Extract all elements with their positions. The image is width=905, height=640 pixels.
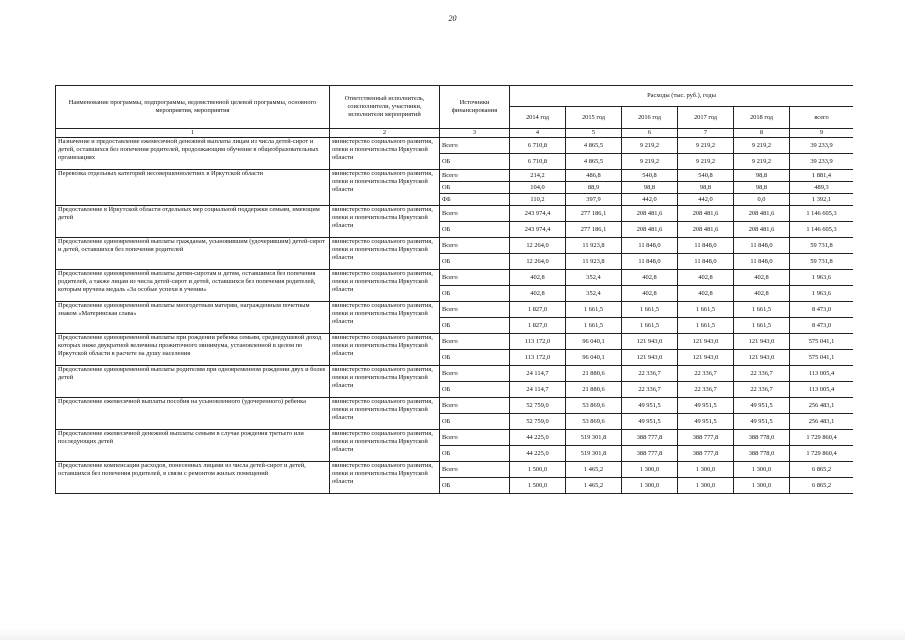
- year-value-cell: 388 778,0: [734, 446, 790, 462]
- year-value-cell: 6 710,8: [510, 138, 566, 154]
- table-row: [56, 430, 854, 446]
- year-value-cell: 1 300,0: [734, 462, 790, 478]
- year-value-cell: 277 186,1: [566, 206, 622, 222]
- year-value-cell: 1 661,5: [622, 302, 678, 318]
- year-value-cell: 4 865,5: [566, 138, 622, 154]
- year-value-cell: 442,0: [622, 194, 678, 206]
- column-number: 1: [56, 129, 330, 138]
- year-value-cell: 402,8: [622, 270, 678, 286]
- total-value-cell: 1 963,6: [790, 270, 854, 286]
- total-value-cell: 1 146 605,3: [790, 222, 854, 238]
- year-value-cell: 208 481,6: [734, 222, 790, 238]
- funding-source-cell: ФБ: [440, 194, 510, 206]
- year-value-cell: 540,8: [678, 170, 734, 182]
- funding-source-cell: ОБ: [440, 478, 510, 494]
- responsible-cell: министерство социального развития, опеки и попечительства Иркутской области: [330, 398, 440, 430]
- year-value-cell: 121 943,0: [622, 350, 678, 366]
- total-value-cell: 1 729 860,4: [790, 430, 854, 446]
- program-name-cell: Предоставление единовременной выплаты родителям при одновременном рождении двух и более детей: [56, 366, 330, 398]
- year-value-cell: 1 661,5: [734, 302, 790, 318]
- year-value-cell: 214,2: [510, 170, 566, 182]
- year-value-cell: 22 336,7: [678, 366, 734, 382]
- year-value-cell: 1 661,5: [566, 302, 622, 318]
- table-row: [56, 334, 854, 350]
- table-row: [56, 138, 854, 154]
- responsible-cell: министерство социального развития, опеки и попечительства Иркутской области: [330, 270, 440, 302]
- funding-source-cell: ОБ: [440, 222, 510, 238]
- year-value-cell: 402,8: [510, 286, 566, 302]
- year-value-cell: 11 848,0: [734, 238, 790, 254]
- year-value-cell: 1 661,5: [566, 318, 622, 334]
- year-value-cell: 121 943,0: [622, 334, 678, 350]
- year-value-cell: 1 300,0: [734, 478, 790, 494]
- funding-source-cell: ОБ: [440, 414, 510, 430]
- total-value-cell: 39 233,9: [790, 138, 854, 154]
- year-value-cell: 11 848,0: [622, 254, 678, 270]
- funding-source-cell: ОБ: [440, 318, 510, 334]
- table-row: [56, 398, 854, 414]
- year-value-cell: 388 777,8: [678, 446, 734, 462]
- header-year: 2016 год: [622, 107, 678, 129]
- funding-source-cell: ОБ: [440, 446, 510, 462]
- year-value-cell: 24 114,7: [510, 382, 566, 398]
- year-value-cell: 1 300,0: [622, 478, 678, 494]
- funding-source-cell: Всего: [440, 398, 510, 414]
- year-value-cell: 397,9: [566, 194, 622, 206]
- total-value-cell: 1 146 605,3: [790, 206, 854, 222]
- total-value-cell: 1 881,4: [790, 170, 854, 182]
- header-year: 2018 год: [734, 107, 790, 129]
- year-value-cell: 11 848,0: [678, 238, 734, 254]
- year-value-cell: 402,8: [734, 286, 790, 302]
- year-value-cell: 96 040,1: [566, 350, 622, 366]
- year-value-cell: 0,0: [734, 194, 790, 206]
- expenses-table: [55, 85, 853, 494]
- funding-source-cell: Всего: [440, 238, 510, 254]
- year-value-cell: 208 481,6: [678, 206, 734, 222]
- column-number: 6: [622, 129, 678, 138]
- year-value-cell: 9 219,2: [622, 154, 678, 170]
- year-value-cell: 9 219,2: [622, 138, 678, 154]
- header-funding-source: Источники финансирования: [440, 86, 510, 129]
- year-value-cell: 49 951,5: [622, 398, 678, 414]
- year-value-cell: 22 336,7: [678, 382, 734, 398]
- table-row: [56, 238, 854, 254]
- funding-source-cell: ОБ: [440, 382, 510, 398]
- year-value-cell: 1 465,2: [566, 462, 622, 478]
- year-value-cell: 1 661,5: [622, 318, 678, 334]
- header-year: 2014 год: [510, 107, 566, 129]
- column-number: 2: [330, 129, 440, 138]
- year-value-cell: 49 951,5: [678, 414, 734, 430]
- header-expenses: Расходы (тыс. руб.), годы: [510, 86, 854, 107]
- total-value-cell: 39 233,9: [790, 154, 854, 170]
- table-body: [56, 138, 854, 494]
- year-value-cell: 1 661,5: [678, 318, 734, 334]
- year-value-cell: 113 172,0: [510, 350, 566, 366]
- year-value-cell: 12 264,0: [510, 238, 566, 254]
- year-value-cell: 49 951,5: [678, 398, 734, 414]
- year-value-cell: 121 943,0: [678, 350, 734, 366]
- year-value-cell: 98,8: [734, 170, 790, 182]
- funding-source-cell: Всего: [440, 366, 510, 382]
- year-value-cell: 1 300,0: [622, 462, 678, 478]
- year-value-cell: 4 865,5: [566, 154, 622, 170]
- year-value-cell: 1 827,0: [510, 302, 566, 318]
- column-number: 7: [678, 129, 734, 138]
- year-value-cell: 11 923,8: [566, 254, 622, 270]
- year-value-cell: 277 186,1: [566, 222, 622, 238]
- program-name-cell: Назначение и предоставление ежемесячной денежной выплаты лицам из числа детей-сирот и детей, оставшихся без попечения родителей, продолжающим обучение в общеобразовательных организациях: [56, 138, 330, 170]
- year-value-cell: 44 225,0: [510, 430, 566, 446]
- program-name-cell: Предоставление единовременной выплаты детям-сиротам и детям, оставшимся без попечения родителей, а также лицам из числа детей-сирот и детей, оставшихся без попечения родителей, которым вручена медаль «За особые успехи в учении»: [56, 270, 330, 302]
- year-value-cell: 88,9: [566, 182, 622, 194]
- year-value-cell: 519 301,8: [566, 430, 622, 446]
- responsible-cell: министерство социального развития, опеки и попечительства Иркутской области: [330, 170, 440, 206]
- program-name-cell: Предоставление ежемесячной выплаты пособия на усыновленного (удочеренного) ребенка: [56, 398, 330, 430]
- funding-source-cell: Всего: [440, 270, 510, 286]
- year-value-cell: 52 759,0: [510, 414, 566, 430]
- year-value-cell: 1 300,0: [678, 462, 734, 478]
- funding-source-cell: Всего: [440, 302, 510, 318]
- total-value-cell: 59 731,8: [790, 254, 854, 270]
- year-value-cell: 208 481,6: [734, 206, 790, 222]
- total-value-cell: 1 729 860,4: [790, 446, 854, 462]
- year-value-cell: 98,8: [678, 182, 734, 194]
- year-value-cell: 12 264,0: [510, 254, 566, 270]
- header-responsible: Ответственный исполнитель, соисполнители, участники, исполнители мероприятий: [330, 86, 440, 129]
- responsible-cell: министерство социального развития, опеки и попечительства Иркутской области: [330, 138, 440, 170]
- year-value-cell: 6 710,8: [510, 154, 566, 170]
- responsible-cell: министерство социального развития, опеки и попечительства Иркутской области: [330, 206, 440, 238]
- table-row: [56, 366, 854, 382]
- header-total: всего: [790, 107, 854, 129]
- responsible-cell: министерство социального развития, опеки и попечительства Иркутской области: [330, 238, 440, 270]
- program-name-cell: Предоставление ежемесячной денежной выплаты семьям в случае рождения третьего или последующих детей: [56, 430, 330, 462]
- program-name-cell: Предоставление единовременной выплаты многодетным матерям, награжденным почетным знаком «Материнская слава»: [56, 302, 330, 334]
- year-value-cell: 53 869,6: [566, 398, 622, 414]
- year-value-cell: 1 300,0: [678, 478, 734, 494]
- funding-source-cell: ОБ: [440, 154, 510, 170]
- funding-source-cell: Всего: [440, 138, 510, 154]
- year-value-cell: 1 661,5: [734, 318, 790, 334]
- year-value-cell: 11 923,8: [566, 238, 622, 254]
- responsible-cell: министерство социального развития, опеки и попечительства Иркутской области: [330, 366, 440, 398]
- year-value-cell: 11 848,0: [622, 238, 678, 254]
- year-value-cell: 388 777,8: [622, 446, 678, 462]
- funding-source-cell: Всего: [440, 430, 510, 446]
- responsible-cell: министерство социального развития, опеки и попечительства Иркутской области: [330, 302, 440, 334]
- year-value-cell: 352,4: [566, 286, 622, 302]
- total-value-cell: 575 041,1: [790, 334, 854, 350]
- total-value-cell: 6 865,2: [790, 478, 854, 494]
- year-value-cell: 98,8: [622, 182, 678, 194]
- total-value-cell: 113 005,4: [790, 366, 854, 382]
- column-number-row: [56, 129, 854, 138]
- column-number: 9: [790, 129, 854, 138]
- year-value-cell: 121 943,0: [678, 334, 734, 350]
- funding-source-cell: ОБ: [440, 182, 510, 194]
- year-value-cell: 53 869,6: [566, 414, 622, 430]
- year-value-cell: 243 974,4: [510, 222, 566, 238]
- year-value-cell: 11 848,0: [678, 254, 734, 270]
- year-value-cell: 208 481,6: [622, 206, 678, 222]
- program-name-cell: Предоставление единовременной выплаты при рождении ребенка семьям, среднедушевой доход которых ниже двукратной величины прожиточного минимума, установленной в целом по Иркутской области в расчете на душу населения: [56, 334, 330, 366]
- expenses-table-sheet: [55, 85, 853, 620]
- program-name-cell: Предоставление компенсации расходов, понесенных лицами из числа детей-сирот и детей, оставшихся без попечения родителей, в связи с ремонтом жилых помещений: [56, 462, 330, 494]
- year-value-cell: 24 114,7: [510, 366, 566, 382]
- total-value-cell: 8 473,0: [790, 318, 854, 334]
- program-name-cell: Предоставление в Иркутской области отдельных мер социальной поддержки семьям, имеющим детей: [56, 206, 330, 238]
- column-number: 8: [734, 129, 790, 138]
- total-value-cell: 489,3: [790, 182, 854, 194]
- year-value-cell: 486,8: [566, 170, 622, 182]
- year-value-cell: 1 500,0: [510, 478, 566, 494]
- total-value-cell: 256 483,1: [790, 398, 854, 414]
- year-value-cell: 21 880,6: [566, 366, 622, 382]
- year-value-cell: 121 943,0: [734, 350, 790, 366]
- header-program-name: Наименование программы, подпрограммы, ведомственной целевой программы, основного мероприятия, мероприятия: [56, 86, 330, 129]
- year-value-cell: 1 500,0: [510, 462, 566, 478]
- total-value-cell: 575 041,1: [790, 350, 854, 366]
- year-value-cell: 402,8: [678, 270, 734, 286]
- year-value-cell: 9 219,2: [678, 154, 734, 170]
- total-value-cell: 256 483,1: [790, 414, 854, 430]
- table-row: [56, 206, 854, 222]
- table-row: [56, 170, 854, 182]
- program-name-cell: Перевозка отдельных категорий несовершеннолетних в Иркутской области: [56, 170, 330, 206]
- year-value-cell: 52 759,0: [510, 398, 566, 414]
- year-value-cell: 402,8: [678, 286, 734, 302]
- year-value-cell: 243 974,4: [510, 206, 566, 222]
- year-value-cell: 9 219,2: [734, 154, 790, 170]
- funding-source-cell: Всего: [440, 206, 510, 222]
- total-value-cell: 59 731,8: [790, 238, 854, 254]
- year-value-cell: 49 951,5: [734, 414, 790, 430]
- table-row: [56, 462, 854, 478]
- year-value-cell: 11 848,0: [734, 254, 790, 270]
- year-value-cell: 9 219,2: [678, 138, 734, 154]
- year-value-cell: 388 777,8: [678, 430, 734, 446]
- year-value-cell: 22 336,7: [622, 382, 678, 398]
- column-number: 3: [440, 129, 510, 138]
- responsible-cell: министерство социального развития, опеки и попечительства Иркутской области: [330, 462, 440, 494]
- year-value-cell: 22 336,7: [734, 366, 790, 382]
- year-value-cell: 49 951,5: [734, 398, 790, 414]
- total-value-cell: 6 865,2: [790, 462, 854, 478]
- year-value-cell: 44 225,0: [510, 446, 566, 462]
- year-value-cell: 104,0: [510, 182, 566, 194]
- year-value-cell: 22 336,7: [734, 382, 790, 398]
- year-value-cell: 402,8: [734, 270, 790, 286]
- year-value-cell: 1 661,5: [678, 302, 734, 318]
- funding-source-cell: Всего: [440, 462, 510, 478]
- header-year: 2015 год: [566, 107, 622, 129]
- year-value-cell: 402,8: [622, 286, 678, 302]
- funding-source-cell: Всего: [440, 170, 510, 182]
- year-value-cell: 110,2: [510, 194, 566, 206]
- funding-source-cell: Всего: [440, 334, 510, 350]
- page-edge-shadow: [0, 628, 905, 640]
- responsible-cell: министерство социального развития, опеки и попечительства Иркутской области: [330, 430, 440, 462]
- year-value-cell: 22 336,7: [622, 366, 678, 382]
- year-value-cell: 1 827,0: [510, 318, 566, 334]
- table-row: [56, 270, 854, 286]
- funding-source-cell: ОБ: [440, 350, 510, 366]
- year-value-cell: 9 219,2: [734, 138, 790, 154]
- header-row: [56, 86, 854, 107]
- year-value-cell: 208 481,6: [622, 222, 678, 238]
- total-value-cell: 113 005,4: [790, 382, 854, 398]
- program-name-cell: Предоставление единовременной выплаты гражданам, усыновившим (удочерившим) детей-сирот и детей, оставшихся без попечения родителей: [56, 238, 330, 270]
- year-value-cell: 352,4: [566, 270, 622, 286]
- year-value-cell: 121 943,0: [734, 334, 790, 350]
- year-value-cell: 21 880,6: [566, 382, 622, 398]
- year-value-cell: 98,8: [734, 182, 790, 194]
- table-row: [56, 302, 854, 318]
- year-value-cell: 540,8: [622, 170, 678, 182]
- total-value-cell: 1 392,1: [790, 194, 854, 206]
- year-value-cell: 402,8: [510, 270, 566, 286]
- year-value-cell: 519 301,8: [566, 446, 622, 462]
- year-value-cell: 1 465,2: [566, 478, 622, 494]
- year-value-cell: 388 777,8: [622, 430, 678, 446]
- year-value-cell: 388 778,0: [734, 430, 790, 446]
- responsible-cell: министерство социального развития, опеки и попечительства Иркутской области: [330, 334, 440, 366]
- column-number: 5: [566, 129, 622, 138]
- year-value-cell: 208 481,6: [678, 222, 734, 238]
- total-value-cell: 8 473,0: [790, 302, 854, 318]
- column-number: 4: [510, 129, 566, 138]
- year-value-cell: 113 172,0: [510, 334, 566, 350]
- funding-source-cell: ОБ: [440, 286, 510, 302]
- year-value-cell: 442,0: [678, 194, 734, 206]
- year-value-cell: 49 951,5: [622, 414, 678, 430]
- year-value-cell: 96 040,1: [566, 334, 622, 350]
- page-number: 20: [448, 14, 457, 23]
- total-value-cell: 1 963,6: [790, 286, 854, 302]
- header-year: 2017 год: [678, 107, 734, 129]
- funding-source-cell: ОБ: [440, 254, 510, 270]
